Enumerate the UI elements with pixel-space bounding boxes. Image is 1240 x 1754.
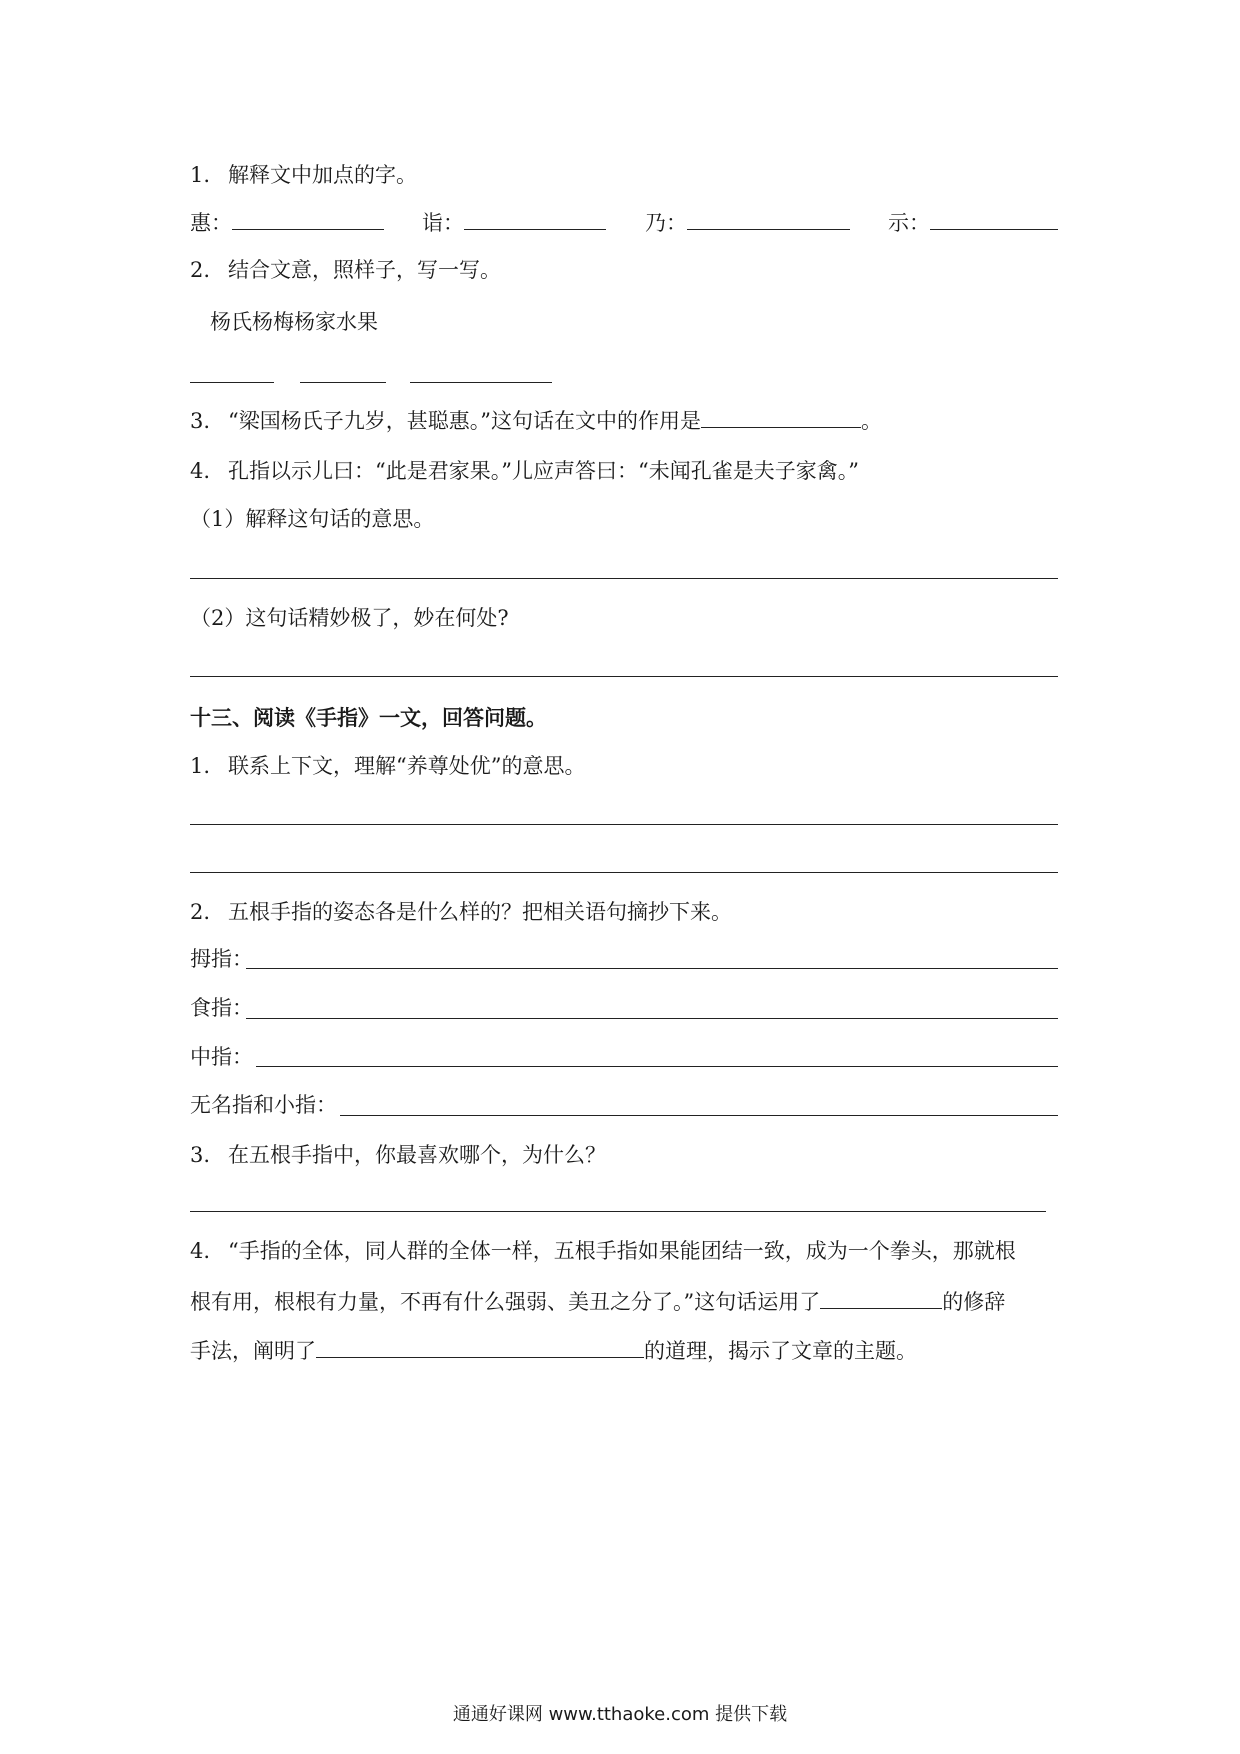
answer-line[interactable] xyxy=(410,382,552,383)
answer-line[interactable] xyxy=(190,872,1058,873)
question-12-1: 1. 解释文中加点的字。 xyxy=(190,163,417,187)
question-13-4: 4. “手指的全体，同人群的全体一样，五根手指如果能团结一致，成为一个拳头，那就根 xyxy=(190,1239,1016,1263)
q4-sub-2: （2）这句话精妙极了，妙在何处? xyxy=(190,606,509,630)
answer-line[interactable] xyxy=(190,824,1058,825)
answer-line[interactable] xyxy=(256,1066,1058,1067)
answer-line[interactable] xyxy=(246,968,1058,969)
question-12-3: 3. “梁国杨氏子九岁，甚聪惠。”这句话在文中的作用是 。 xyxy=(190,405,882,436)
q2-example: 杨氏杨梅杨家水果 xyxy=(210,310,378,334)
question-12-2: 2. 结合文意，照样子，写一写。 xyxy=(190,258,501,282)
question-13-4-line3: 手法，阐明了 的道理，揭示了文章的主题。 xyxy=(190,1335,917,1366)
answer-blank[interactable] xyxy=(687,207,850,230)
answer-line[interactable] xyxy=(190,1211,1046,1212)
q1-item-yi: 诣： xyxy=(422,207,606,238)
q2-item-ring-little: 无名指和小指： xyxy=(190,1093,337,1117)
answer-line[interactable] xyxy=(190,676,1058,677)
answer-blank[interactable] xyxy=(701,405,861,428)
answer-line[interactable] xyxy=(190,382,274,383)
q4-sub-1: （1）解释这句话的意思。 xyxy=(190,507,435,531)
q1-item-nai: 乃： xyxy=(645,207,850,238)
question-13-4-line2: 根有用，根根有力量，不再有什么强弱、美丑之分了。”这句话运用了 的修辞 xyxy=(190,1286,1005,1317)
footer-source: 通通好课网 www.tthaoke.com 提供下载 xyxy=(452,1704,788,1725)
answer-blank[interactable] xyxy=(930,207,1058,230)
question-12-4: 4. 孔指以示儿曰：“此是君家果。”儿应声答曰：“未闻孔雀是夫子家禽。” xyxy=(190,459,859,483)
question-13-3: 3. 在五根手指中，你最喜欢哪个，为什么？ xyxy=(190,1143,606,1167)
answer-blank[interactable] xyxy=(464,207,606,230)
q2-item-thumb: 拇指： xyxy=(190,947,253,971)
q1-item-shi: 示： xyxy=(888,207,1058,238)
answer-line[interactable] xyxy=(340,1115,1058,1116)
answer-line[interactable] xyxy=(246,1018,1058,1019)
q1-item-hui: 惠： xyxy=(190,207,384,238)
answer-line[interactable] xyxy=(190,578,1058,579)
q2-item-middle: 中指： xyxy=(190,1045,253,1069)
answer-blank[interactable] xyxy=(316,1335,644,1358)
answer-blank[interactable] xyxy=(232,207,384,230)
question-13-2: 2. 五根手指的姿态各是什么样的？把相关语句摘抄下来。 xyxy=(190,900,732,924)
answer-blank[interactable] xyxy=(820,1286,942,1309)
question-13-1: 1. 联系上下文，理解“养尊处优”的意思。 xyxy=(190,754,586,778)
answer-line[interactable] xyxy=(300,382,386,383)
q2-item-index: 食指： xyxy=(190,996,253,1020)
section-13-title: 十三、阅读《手指》一文，回答问题。 xyxy=(190,705,547,730)
